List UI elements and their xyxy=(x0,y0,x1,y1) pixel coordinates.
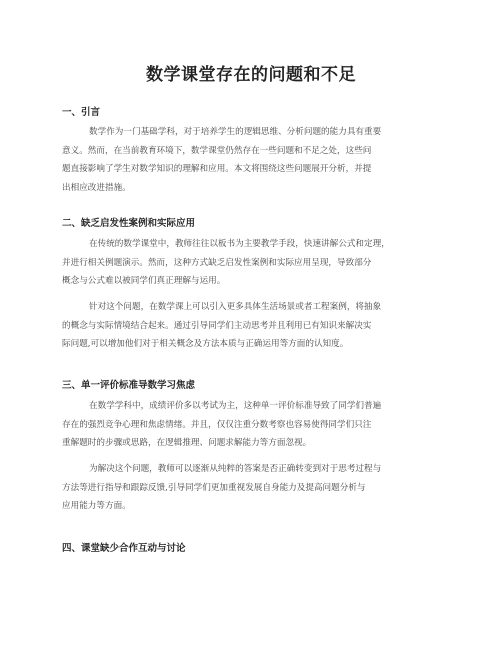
section-heading-introduction: 一、引言 xyxy=(62,107,101,118)
section-3-paragraph-2 xyxy=(62,460,442,516)
paragraph-line: 际问题,可以增加他们对于相关概念及方法本质与正确运用等方面的认知度。 xyxy=(62,339,349,349)
paragraph-line: 针对这个问题，在数学课上可以引入更多具体生活场景或者工程案例，将抽象 xyxy=(89,302,382,312)
paragraph-line: 方法等进行指导和跟踪反馈,引导同学们更加重视发展自身能力及提高问题分析与 xyxy=(62,482,366,493)
document-title: 数学课堂存在的问题和不足 xyxy=(146,65,356,85)
paragraph-line: 应用能力等方面。 xyxy=(62,501,131,511)
paragraph-line: 在传统的数学课堂中，教师往往以板书为主要教学手段，快速讲解公式和定理， xyxy=(89,239,390,249)
section-heading-cases: 二、缺乏启发性案例和实际应用 xyxy=(62,218,196,229)
paragraph-line: 重解题时的步骤或思路，在逻辑推理、问题求解能力等方面忽视。 xyxy=(62,438,312,448)
paragraph-line: 为解决这个问题，教师可以逐渐从纯粹的答案是否正确转变到对于思考过程与 xyxy=(89,464,382,474)
section-2-paragraph-1 xyxy=(62,235,442,291)
section-heading-evaluation: 三、单一评价标准导数学习焦虑 xyxy=(62,380,196,391)
paragraph-line: 概念与公式难以被同学们真正理解与运用。 xyxy=(62,276,226,286)
paragraph-line: 的概念与实际情境结合起来。通过引导同学们主动思考并且利用已有知识来解决实 xyxy=(62,320,372,331)
paragraph-line: 题直接影响了学生对数学知识的理解和应用。本文将围绕这些问题展开分析，并提 xyxy=(62,164,372,174)
paragraph-line: 出相应改进措施。 xyxy=(62,182,131,193)
section-1-paragraph-1 xyxy=(62,123,442,197)
paragraph-line: 在数学学科中，成绩评价多以考试为主，这种单一评价标准导致了同学们普遍 xyxy=(89,401,382,411)
paragraph-line: 意义。然而，在当前教育环境下，数学课堂仍然存在一些问题和不足之处，这些问 xyxy=(62,145,372,156)
section-3-paragraph-1 xyxy=(62,397,442,453)
section-2-paragraph-2 xyxy=(62,298,442,354)
paragraph-line: 数学作为一门基础学科，对于培养学生的逻辑思维、分析问题的能力具有重要 xyxy=(89,127,382,137)
paragraph-line: 并进行相关例题演示。然而，这种方式缺乏启发性案例和实际应用呈现，导致部分 xyxy=(62,257,372,268)
paragraph-line: 存在的强烈竞争心理和焦虑情绪。并且，仅仅注重分数考察也容易使得同学们只注 xyxy=(62,419,372,430)
section-heading-collaboration: 四、课堂缺少合作互动与讨论 xyxy=(62,543,186,554)
